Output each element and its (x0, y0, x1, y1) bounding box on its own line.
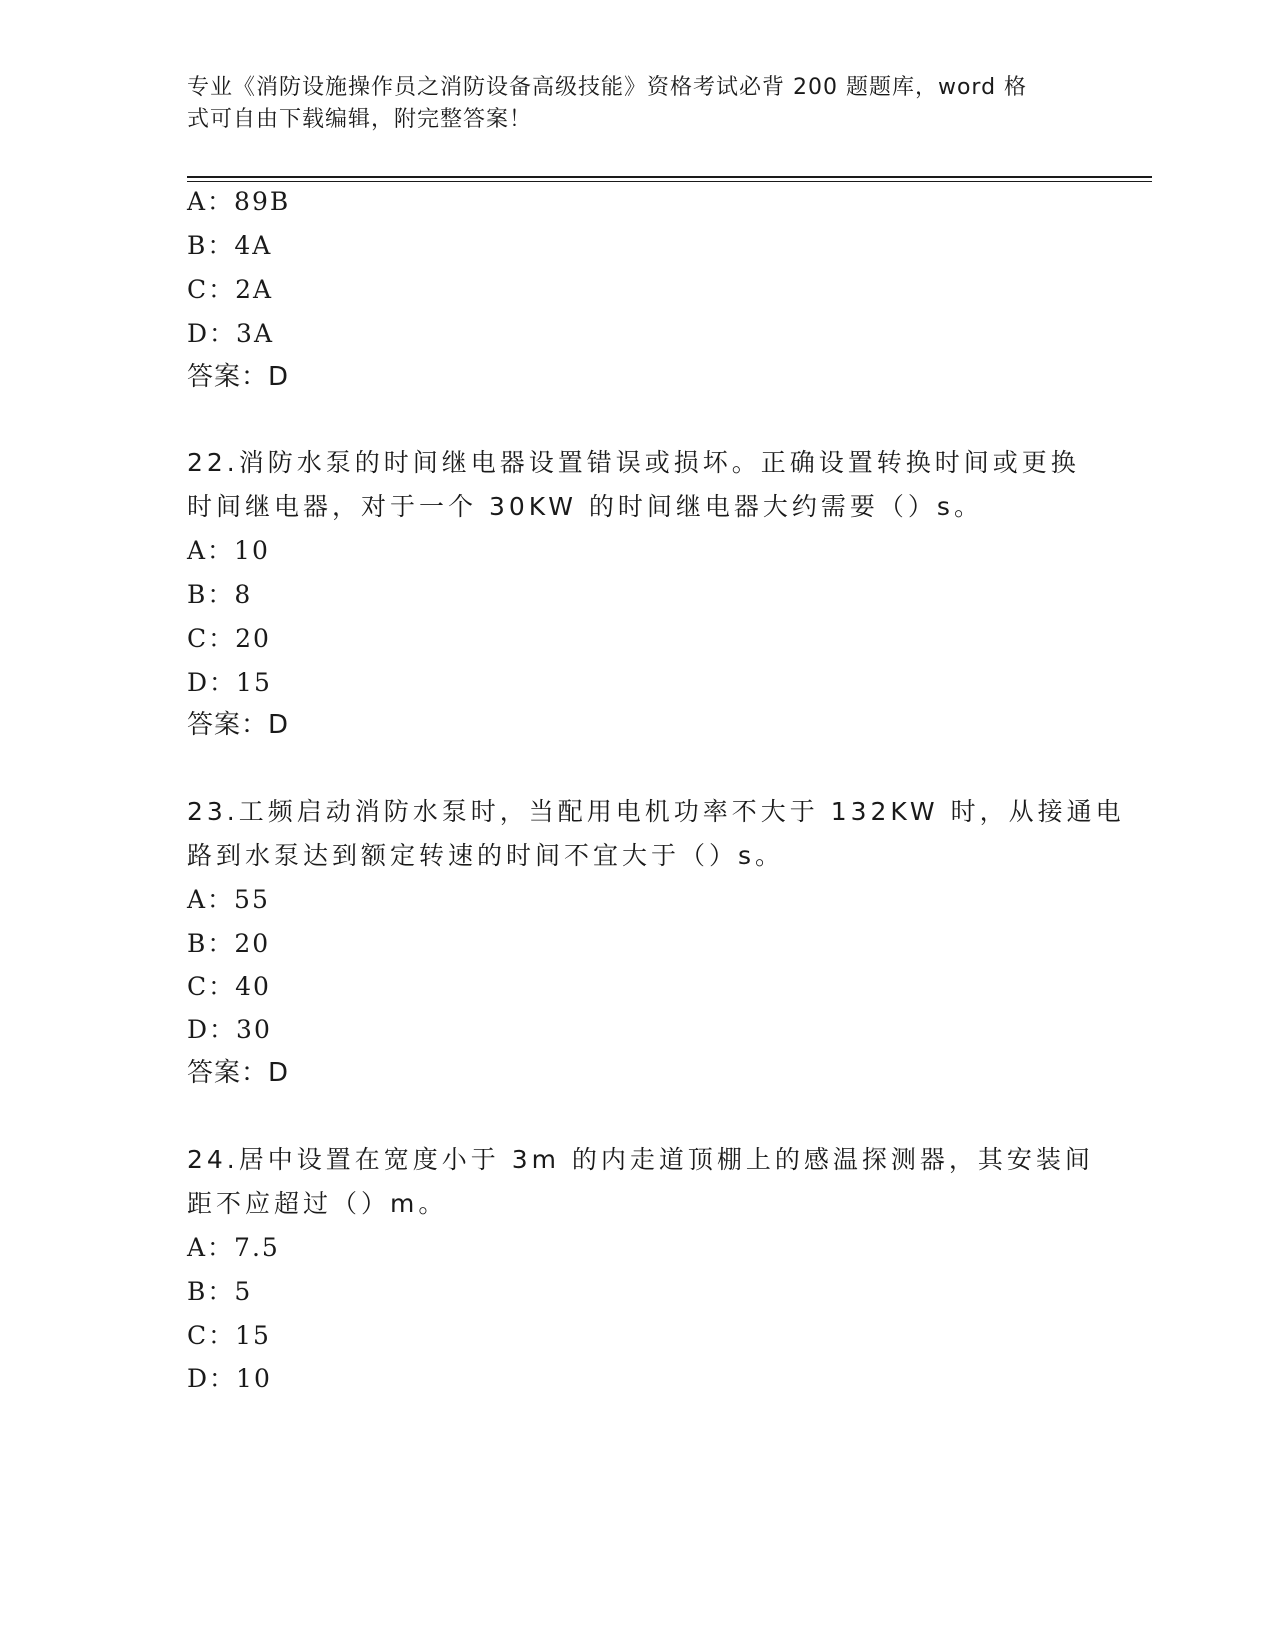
document-header (187, 72, 1067, 136)
header-divider-thin (187, 181, 1152, 182)
q23-option-c: C：40 (187, 972, 271, 1001)
q21-option-a: A：89B (187, 187, 291, 216)
header-line-2: 式可自由下载编辑，附完整答案！ (187, 107, 533, 132)
q22-stem-line-1: 22.消防水泵的时间继电器设置错误或损坏。正确设置转换时间或更换 (187, 448, 1080, 477)
q21-answer: 答案：D (187, 362, 290, 392)
q23-option-a: A：55 (187, 885, 270, 914)
q24-stem-line-1: 24.居中设置在宽度小于 3m 的内走道顶棚上的感温探测器，其安装间 (187, 1145, 1094, 1174)
q22-answer: 答案：D (187, 710, 290, 740)
q23-answer: 答案：D (187, 1058, 290, 1088)
q23-stem-line-2: 路到水泵达到额定转速的时间不宜大于（）s。 (187, 841, 785, 870)
q22-option-d: D：15 (187, 668, 272, 697)
q22-option-c: C：20 (187, 624, 271, 653)
q24-option-a: A：7.5 (187, 1233, 280, 1262)
header-line-1: 专业《消防设施操作员之消防设备高级技能》资格考试必背 200 题题库，word 格 (187, 75, 1028, 100)
q22-stem-line-2: 时间继电器，对于一个 30KW 的时间继电器大约需要（）s。 (187, 492, 983, 521)
q21-option-b: B：4A (187, 231, 273, 260)
q22-option-a: A：10 (187, 536, 270, 565)
q23-option-b: B：20 (187, 929, 271, 958)
q24-option-b: B：5 (187, 1277, 253, 1306)
q22-option-b: B：8 (187, 580, 253, 609)
q23-stem-line-1: 23.工频启动消防水泵时，当配用电机功率不大于 132KW 时，从接通电 (187, 797, 1125, 826)
header-divider-thick (187, 176, 1152, 178)
q24-stem-line-2: 距不应超过（）m。 (187, 1189, 448, 1218)
q24-option-c: C：15 (187, 1321, 271, 1350)
q21-option-c: C：2A (187, 275, 274, 304)
q24-option-d: D：10 (187, 1364, 272, 1393)
q21-option-d: D：3A (187, 319, 275, 348)
q23-option-d: D：30 (187, 1015, 272, 1044)
